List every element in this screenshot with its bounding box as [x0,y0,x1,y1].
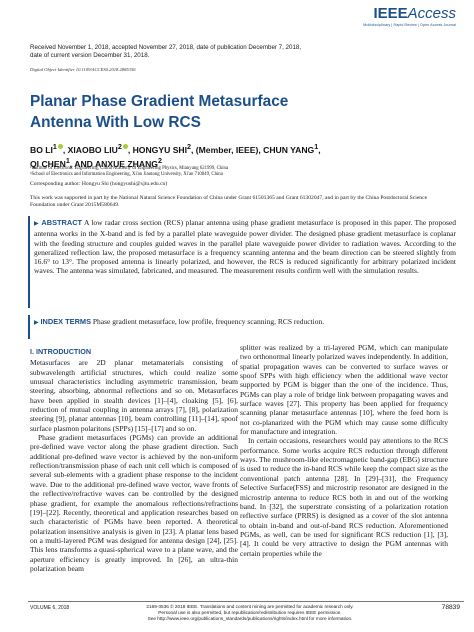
funding-note: This work was supported in part by the National Natural Science Foundation of China under Grant 61501365 and Grant 61302047, and in part by the China Postdoctoral Science Foundation under Grant 2015M580649. [30,195,428,208]
title-line-2: Antenna With Low RCS [30,114,201,131]
author-text: , (Member, IEEE), CHUN YANG [191,144,315,155]
author-text: BO LI [30,144,53,155]
footer-copyright [100,604,400,621]
author-text: , [318,144,321,155]
title-line-1: Planar Phase Gradient Metasurface [30,93,289,110]
publication-dates [30,44,450,60]
copyright-line-3[interactable]: See http://www.ieee.org/publications_standards/publications/rights/index.html for more information. [147,615,353,621]
author-text: QI CHEN [30,158,66,169]
author-text: , XIAOBO LIU [62,144,118,155]
logo-bold: IEEE [373,5,408,22]
intro-paragraph-2: Phase gradient metasurfaces (PGMs) can provide an additional pre-defined wave vector along the phase gradient direction. Such additional pre-defined wave vector is achieved by the non-uniform reflection/transmission phase of each unit cell which is composed of several sub-elements with a gradient phase response to the incident wave. Due to the additional pre-defined wave vector, wave fronts of the reflective/refractive waves can be controlled by the designed phase gradient, for example the anomalous reflections/refractions [19]–[22]. Recently, theoretical and application researches based on such characteristic of PGMs have been reported. A theoretical polarization insensitive analysis is given in [23]. A planar lens based on a multi-layered PGM was designed for antenna design [24], [25]. This lens transforms a quasi-spherical wave to a plane wave, and the aperture efficiency is greatly improved. In [26], an ultra-thin polarization beam [30,433,238,573]
affiliations [30,166,450,178]
affiliation-1: ¹Institute of Electronic Engineering, China Academy of Engineering Physics, Mianyang 621999, China [30,166,229,171]
copyright-line-2: Personal use is also permitted, but republication/redistribution requires IEEE permission. [158,609,342,615]
index-terms [34,317,456,328]
author-sup: 1 [52,143,57,151]
triangle-icon: ▶ [34,221,40,227]
author-sup: 2 [117,143,122,151]
journal-logo [363,6,456,27]
left-column [30,343,238,573]
paper-title [30,91,450,133]
index-terms-text: Phase gradient metasurface, low profile, frequency scanning, RCS reduction. [92,317,325,326]
corresponding-author: Corresponding author: Hongyu Shi (hongyushi@xjtu.edu.cn) [30,181,168,187]
footer-volume: VOLUME 6, 2018 [30,605,70,611]
index-terms-label: INDEX TERMS [40,317,92,326]
page-number: 78839 [441,604,460,611]
received-line: Received November 1, 2018, accepted November 27, 2018, date of publication December 7, 2018, [30,44,302,51]
footer-divider [28,601,464,602]
intro-paragraph-1: Metasurfaces are 2D planar metamaterials consisting of subwavelength artificial structures, which could realize some unusual characteristics including asymmetric transmission, beam steering, absorbing, abnormal reflections and so on. Metasurfaces have been applied in stealth devices [1]–[4], cloaking [5], [6], reduction of mutual coupling in antenna arrays [7], [8], polarization steering [9], planar antennas [10], beam controlling [11]–[14], spoof surface plasmon polaritons (SPPs) [15]–[17] and so on. [30,358,238,433]
right-column [240,343,448,558]
author-sup: 1 [314,143,319,151]
author-sup: 1 [65,156,70,165]
abstract-text: A low radar cross section (RCS) planar antenna using phase gradient metasurface is proposed in this paper. The proposed antenna works in the X-band and is fed by a parallel plate waveguide power divider. The designed phase gradient metasurface is coplanar with the feeding structure and couples guided waves in the parallel plate waveguide power divider to radiation waves. According to the generalized reflection law, the proposed metasurface is a frequency scanning antenna and the beam direction can be steered slightly from 16.6° to 13°. The proposed antenna is linearly polarized, and however, the RCS is reduced significantly for arbitrary polarized incident waves. The antenna was simulated, fabricated, and measured. The measurement results confirm well with the simulation results. [34,218,456,276]
logo-tagline: Multidisciplinary | Rapid Review | Open Access Journal [363,23,456,27]
author-sup: 2 [187,143,192,151]
intro-paragraph-3: splitter was realized by a tri-layered PGM, which can manipulate two orthonormal linearly polarized waves independently. In addition, spatial propagation waves can be converted to surface waves or spoof SPPs with high efficiency when the additional wave vector supported by PGM is bigger than the one of the incidence. Thus, PGMs can play a role of bridge link between propagating waves and surface waves [27]. This property has been applied for frequency scanning planar metasurface antennas [10], where the feed horn is not co-planarized with the PGM which may cause some difficulty for manufacture and integration. [240,343,448,437]
intro-paragraph-4: In certain occasions, researchers would pay attentions to the RCS performance. Some works acquire RCS reduction through different ways. The mushroom-like electromagnetic band-gap (EBG) structure is used to reduce the in-band RCS while keep the compact size as the conventional patch antenna [28]. In [29]–[31], the Frequency Selective Surface(FSS) and microstrip resonator are designed in the microstrip antenna to reduce RCS both in and out of the working band. In [32], the superstrate consisting of a polarization rotation reflective surface (PRRS) is designed as a cover of the slot antenna to obtain in-band and out-of-band RCS reduction. Aforementioned PGMs, as well, can be used for significant RCS reduction [1], [3], [4]. It could be very attractive to design the PGM antennas with certain properties while the [240,436,448,558]
index-accent-bar [28,315,30,339]
current-version-line: date of current version December 31, 2018. [30,52,150,59]
triangle-icon: ▶ [34,320,39,326]
author-text: , HONGYU SHI [127,144,188,155]
copyright-line-1: 2169-3536 © 2018 IEEE. Translations and content mining are permitted for academic research only. [146,604,354,609]
author-text: , AND ANXUE ZHANG [69,158,158,169]
section-heading: I. INTRODUCTION [30,347,92,356]
abstract-accent-bar [28,216,30,308]
author-sup: 2 [157,156,162,165]
doi-line: Digital Object Identifier 10.1109/ACCESS.2018.2885356 [30,67,136,72]
affiliation-2: ²School of Electronics and Information Engineering, Xi'an Jiaotong University, Xi'an 710049, China [30,172,223,177]
abstract-label: ABSTRACT [41,218,83,227]
abstract [34,218,456,276]
logo-italic: Access [407,5,456,22]
